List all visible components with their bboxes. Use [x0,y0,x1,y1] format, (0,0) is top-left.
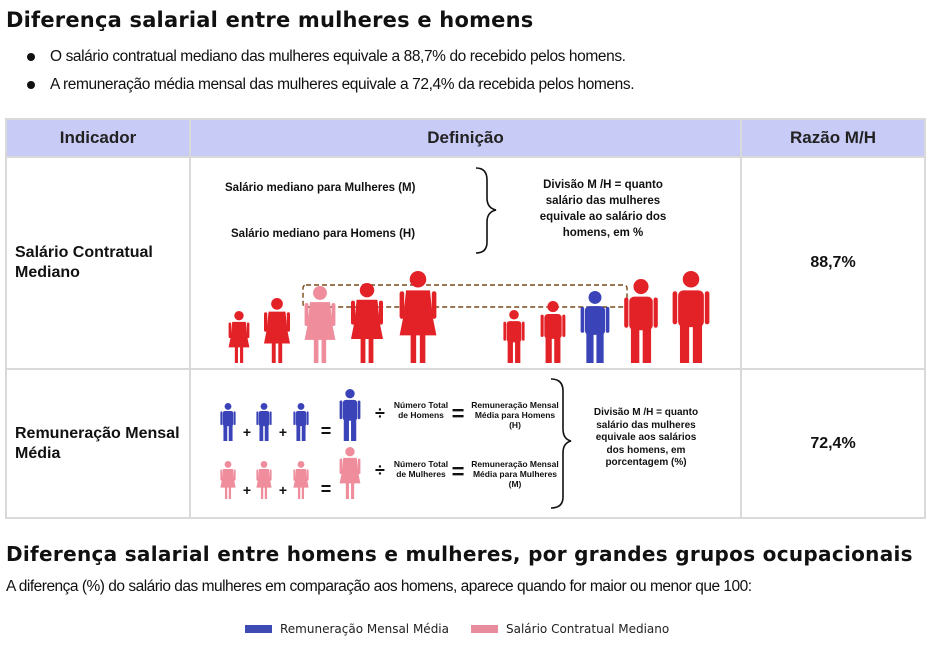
label-numero-total-homens: Número Total de Homens [393,400,449,420]
operator-symbol: + [242,482,252,498]
section-title-2: Diferença salarial entre homens e mulheres, por grandes grupos ocupacionais [6,542,913,566]
man-icon [293,403,308,441]
header-razao: Razão M/H [741,119,925,157]
table-row [6,369,925,518]
man-icon [340,389,361,441]
man-icon [541,301,566,363]
man-icon [581,291,610,363]
label-numero-total-mulheres: Número Total de Mulheres [393,459,449,479]
table-header-row [6,119,925,157]
formula-illustration-remuneracao [191,371,740,516]
woman-icon [340,447,361,499]
man-icon [673,271,710,363]
legend-item [471,622,669,636]
bullet-list [24,46,634,102]
woman-icon [256,461,271,499]
ratio-remuneracao: 72,4% [741,369,925,518]
people-illustration-salario [191,158,740,368]
label-salario-mulheres: Salário mediano para Mulheres (M) [225,182,416,194]
bullet-item: O salário contratual mediano das mulheres equivale a 88,7% do recebido pelos homens. [24,46,634,74]
curly-brace-icon [551,379,571,508]
header-definicao: Definição [190,119,741,157]
division-note-salario: Divisão M /H = quanto salário das mulheres equivale ao salário dos homens, em % [539,179,667,239]
legend-label: Remuneração Mensal Média [280,622,449,636]
man-icon [624,279,658,363]
man-icon [256,403,271,441]
label-salario-homens: Salário mediano para Homens (H) [231,228,416,240]
operator-symbol: + [278,482,288,498]
woman-icon [305,286,336,363]
curly-brace-icon [476,168,496,253]
table-row [6,157,925,369]
woman-icon [351,283,383,363]
operator-symbol: ÷ [375,460,385,480]
indicator-table [5,118,926,519]
row-label-salario: Salário Contratual Mediano [6,157,190,369]
section-title-1: Diferença salarial entre mulheres e homens [6,8,534,32]
operator-symbol: = [320,421,332,441]
row-label-remuneracao: Remuneração Mensal Média [6,369,190,518]
woman-icon [229,311,250,363]
legend-swatch-blue [245,625,272,633]
operator-symbol: ÷ [375,403,385,423]
operator-symbol: + [278,424,288,440]
definition-cell-salario [190,157,741,369]
definition-cell-remuneracao [190,369,741,518]
woman-icon [264,298,290,363]
operator-symbol: = [320,479,332,499]
operator-symbol: + [242,424,252,440]
legend-swatch-pink [471,625,498,633]
ratio-salario: 88,7% [741,157,925,369]
label-rem-homens: Remuneração Mensal Média para Homens (H) [471,400,559,430]
man-icon [503,310,524,363]
operator-symbol: = [451,401,465,426]
legend-label: Salário Contratual Mediano [506,622,670,636]
woman-icon [220,461,235,499]
division-note-remuneracao: Divisão M /H = quanto salário das mulheres equivale aos salários dos homens, em porcentagem (%) [593,407,699,468]
legend-item [245,622,449,636]
operator-symbol: = [451,459,465,484]
label-rem-mulheres: Remuneração Mensal Média para Mulheres (M) [471,459,559,489]
man-icon [220,403,235,441]
section-subtitle: A diferença (%) do salário das mulheres em comparação aos homens, aparece quando for maior ou menor que 100: [6,578,752,595]
header-indicador: Indicador [6,119,190,157]
woman-icon [293,461,308,499]
chart-legend [245,622,669,636]
bullet-item: A remuneração média mensal das mulheres equivale a 72,4% da recebida pelos homens. [24,74,634,102]
